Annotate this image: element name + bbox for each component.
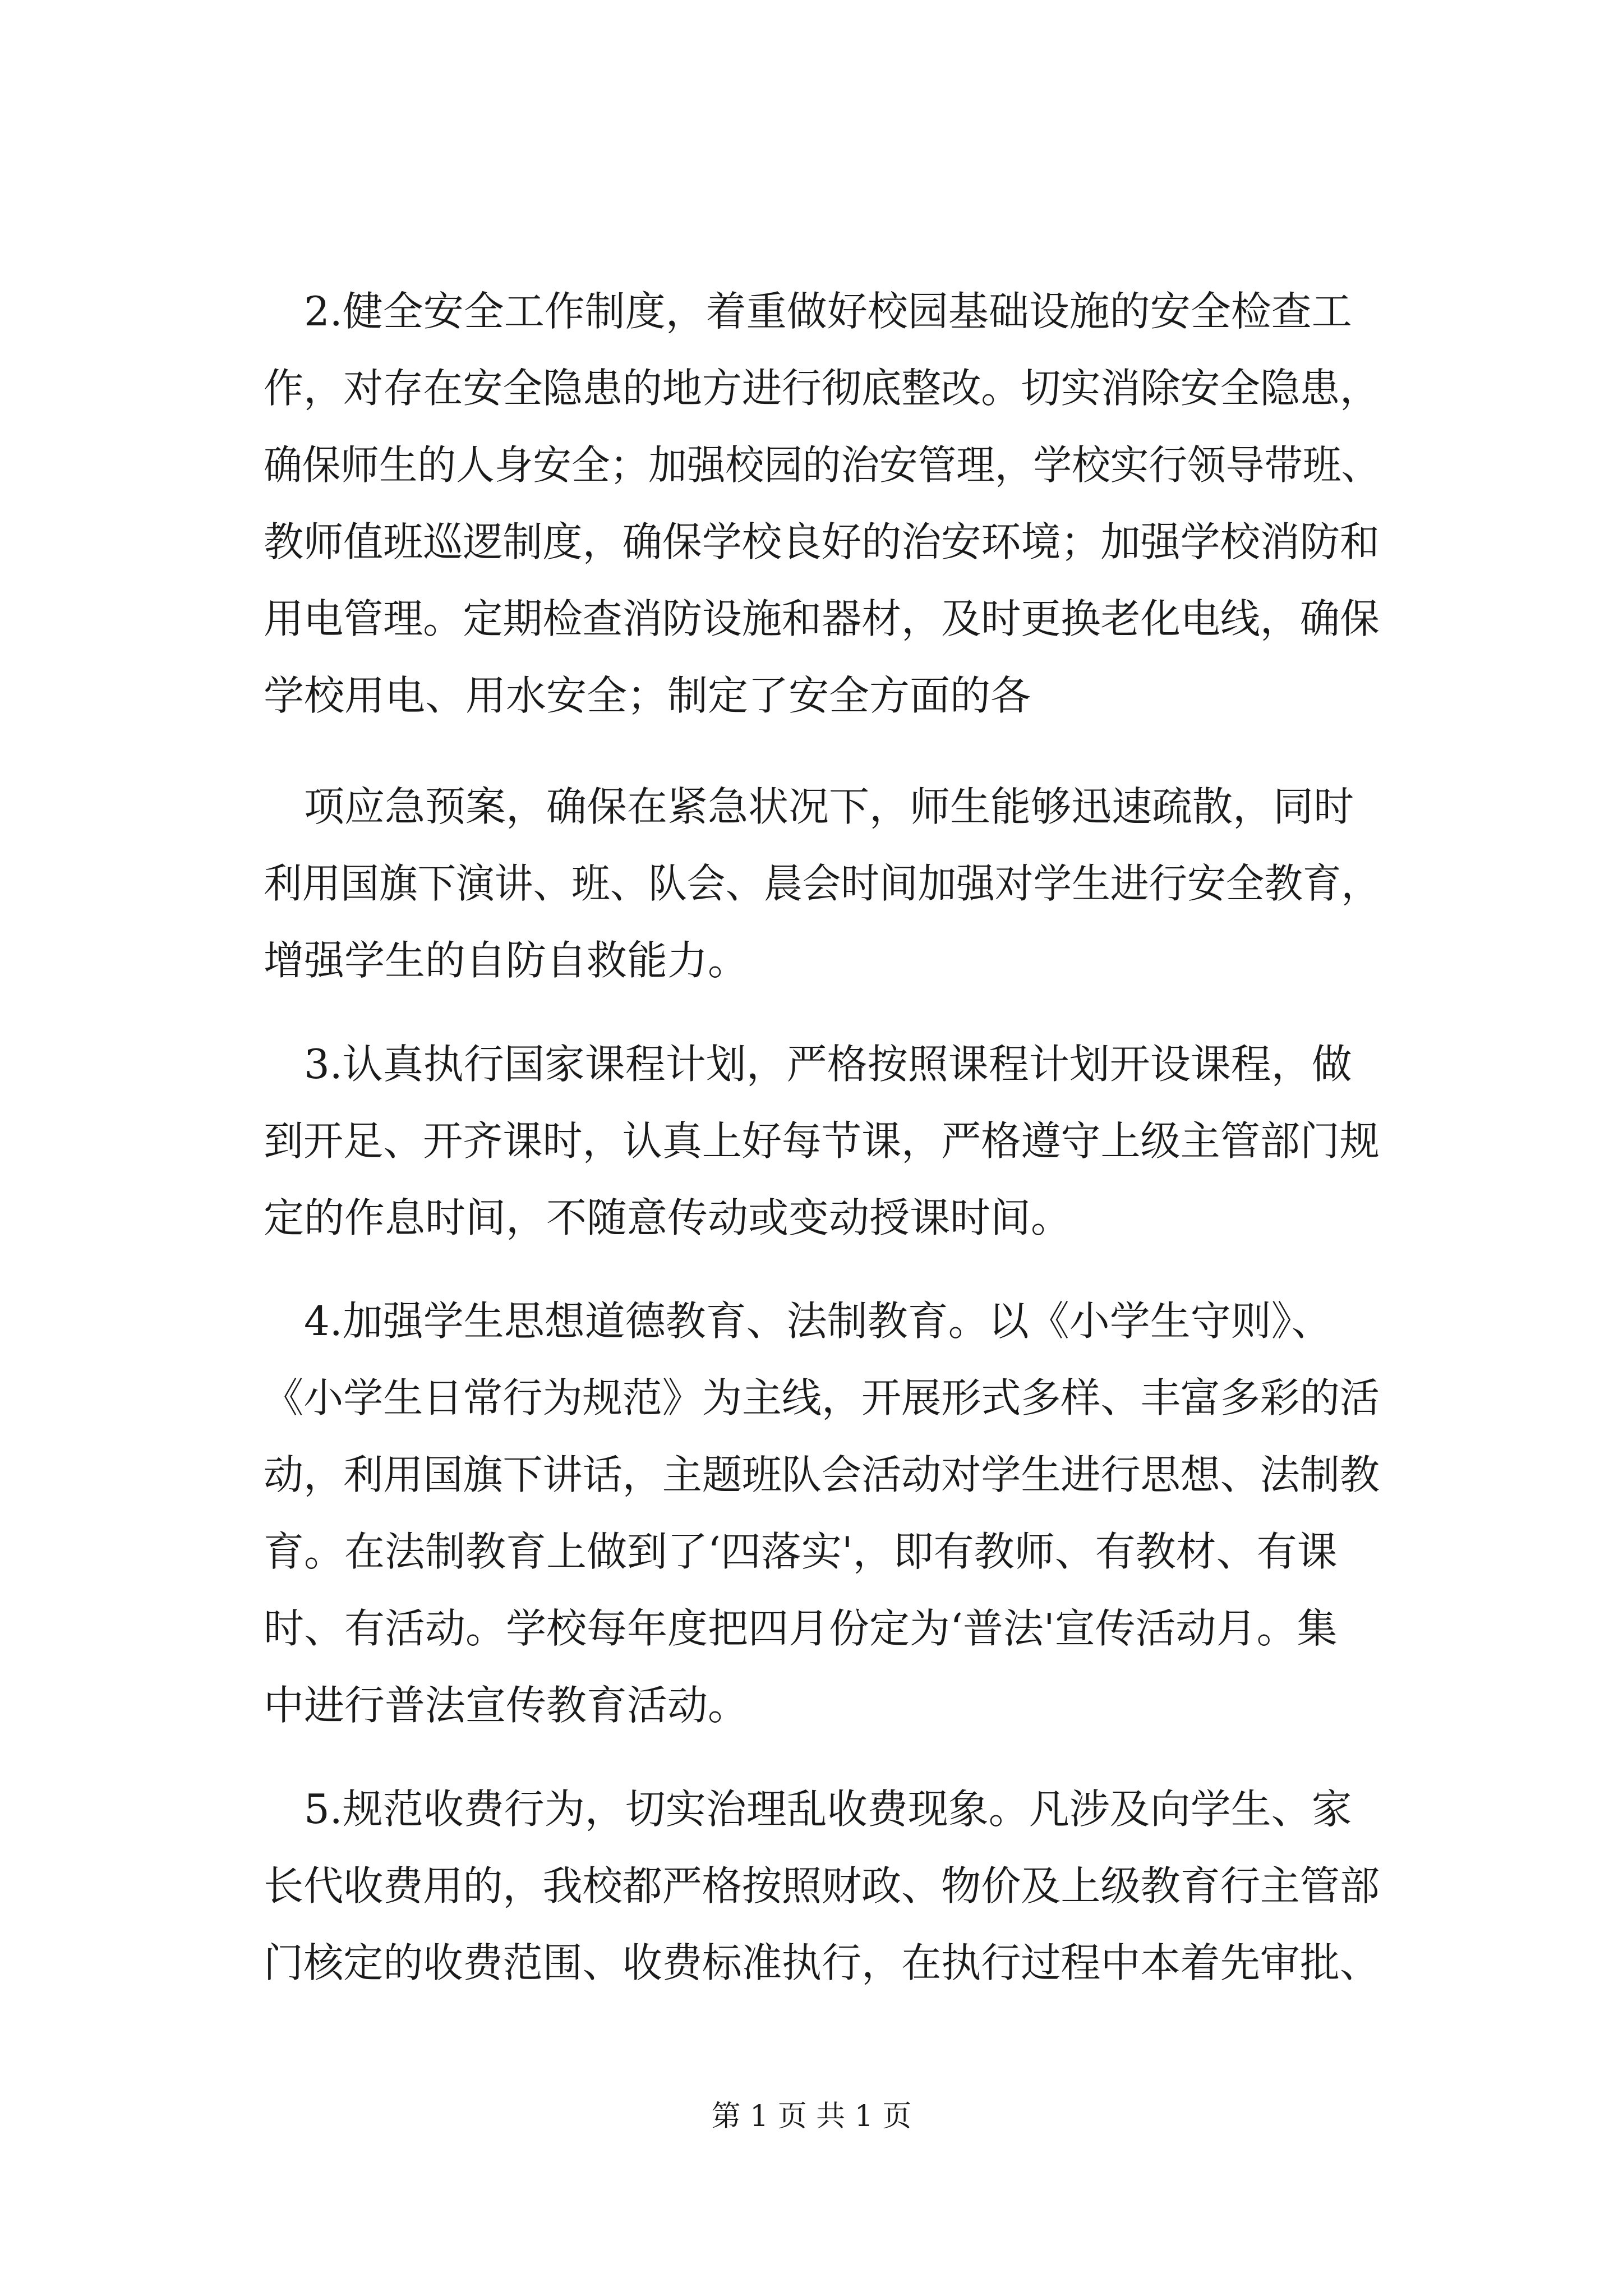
text-line: 项应急预案，确保在紧急状况下，师生能够迅速疏散，同时 [304, 783, 1354, 830]
text-line: 3.认真执行国家课程计划，严格按照课程计划开设课程，做 [304, 1041, 1352, 1088]
text-line: 时、有活动。学校每年度把四月份定为‘普法'宣传活动月。集 [264, 1605, 1338, 1652]
text-line: 5.规范收费行为，切实治理乱收费现象。凡涉及向学生、家 [304, 1786, 1352, 1833]
text-line: 学校用电、用水安全；制定了安全方面的各 [264, 672, 1031, 719]
text-line: 门核定的收费范围、收费标准执行，在执行过程中本着先审批、 [264, 1939, 1380, 1986]
text-line: 利用国旗下演讲、班、队会、晨会时间加强对学生进行安全教育， [264, 860, 1380, 907]
text-line: 中进行普法宣传教育活动。 [264, 1682, 749, 1729]
text-line: 育。在法制教育上做到了‘四落实'，即有教师、有教材、有课 [264, 1528, 1338, 1575]
page-footer: 第 1 页 共 1 页 [711, 2100, 912, 2133]
text-line: 到开足、开齐课时，认真上好每节课，严格遵守上级主管部门规 [264, 1117, 1380, 1165]
text-line: 2.健全安全工作制度，着重做好校园基础设施的安全检查工 [304, 288, 1352, 335]
text-line: 定的作息时间，不随意传动或变动授课时间。 [264, 1194, 1072, 1241]
text-line: 确保师生的人身安全；加强校园的治安管理，学校实行领导带班、 [264, 441, 1380, 489]
text-line: 增强学生的自防自救能力。 [264, 937, 749, 984]
text-line: 动，利用国旗下讲话，主题班队会活动对学生进行思想、法制教 [264, 1451, 1380, 1498]
text-line: 《小学生日常行为规范》为主线，开展形式多样、丰富多彩的活 [264, 1374, 1380, 1421]
text-line: 长代收费用的，我校都严格按照财政、物价及上级教育行主管部 [264, 1862, 1380, 1910]
text-line: 作，对存在安全隐患的地方进行彻底整改。切实消除安全隐患， [264, 365, 1380, 412]
text-line: 4.加强学生思想道德教育、法制教育。以《小学生守则》、 [304, 1297, 1332, 1345]
text-line: 用电管理。定期检查消防设施和器材，及时更换老化电线，确保 [264, 595, 1380, 642]
text-line: 教师值班巡逻制度，确保学校良好的治安环境；加强学校消防和 [264, 518, 1380, 565]
